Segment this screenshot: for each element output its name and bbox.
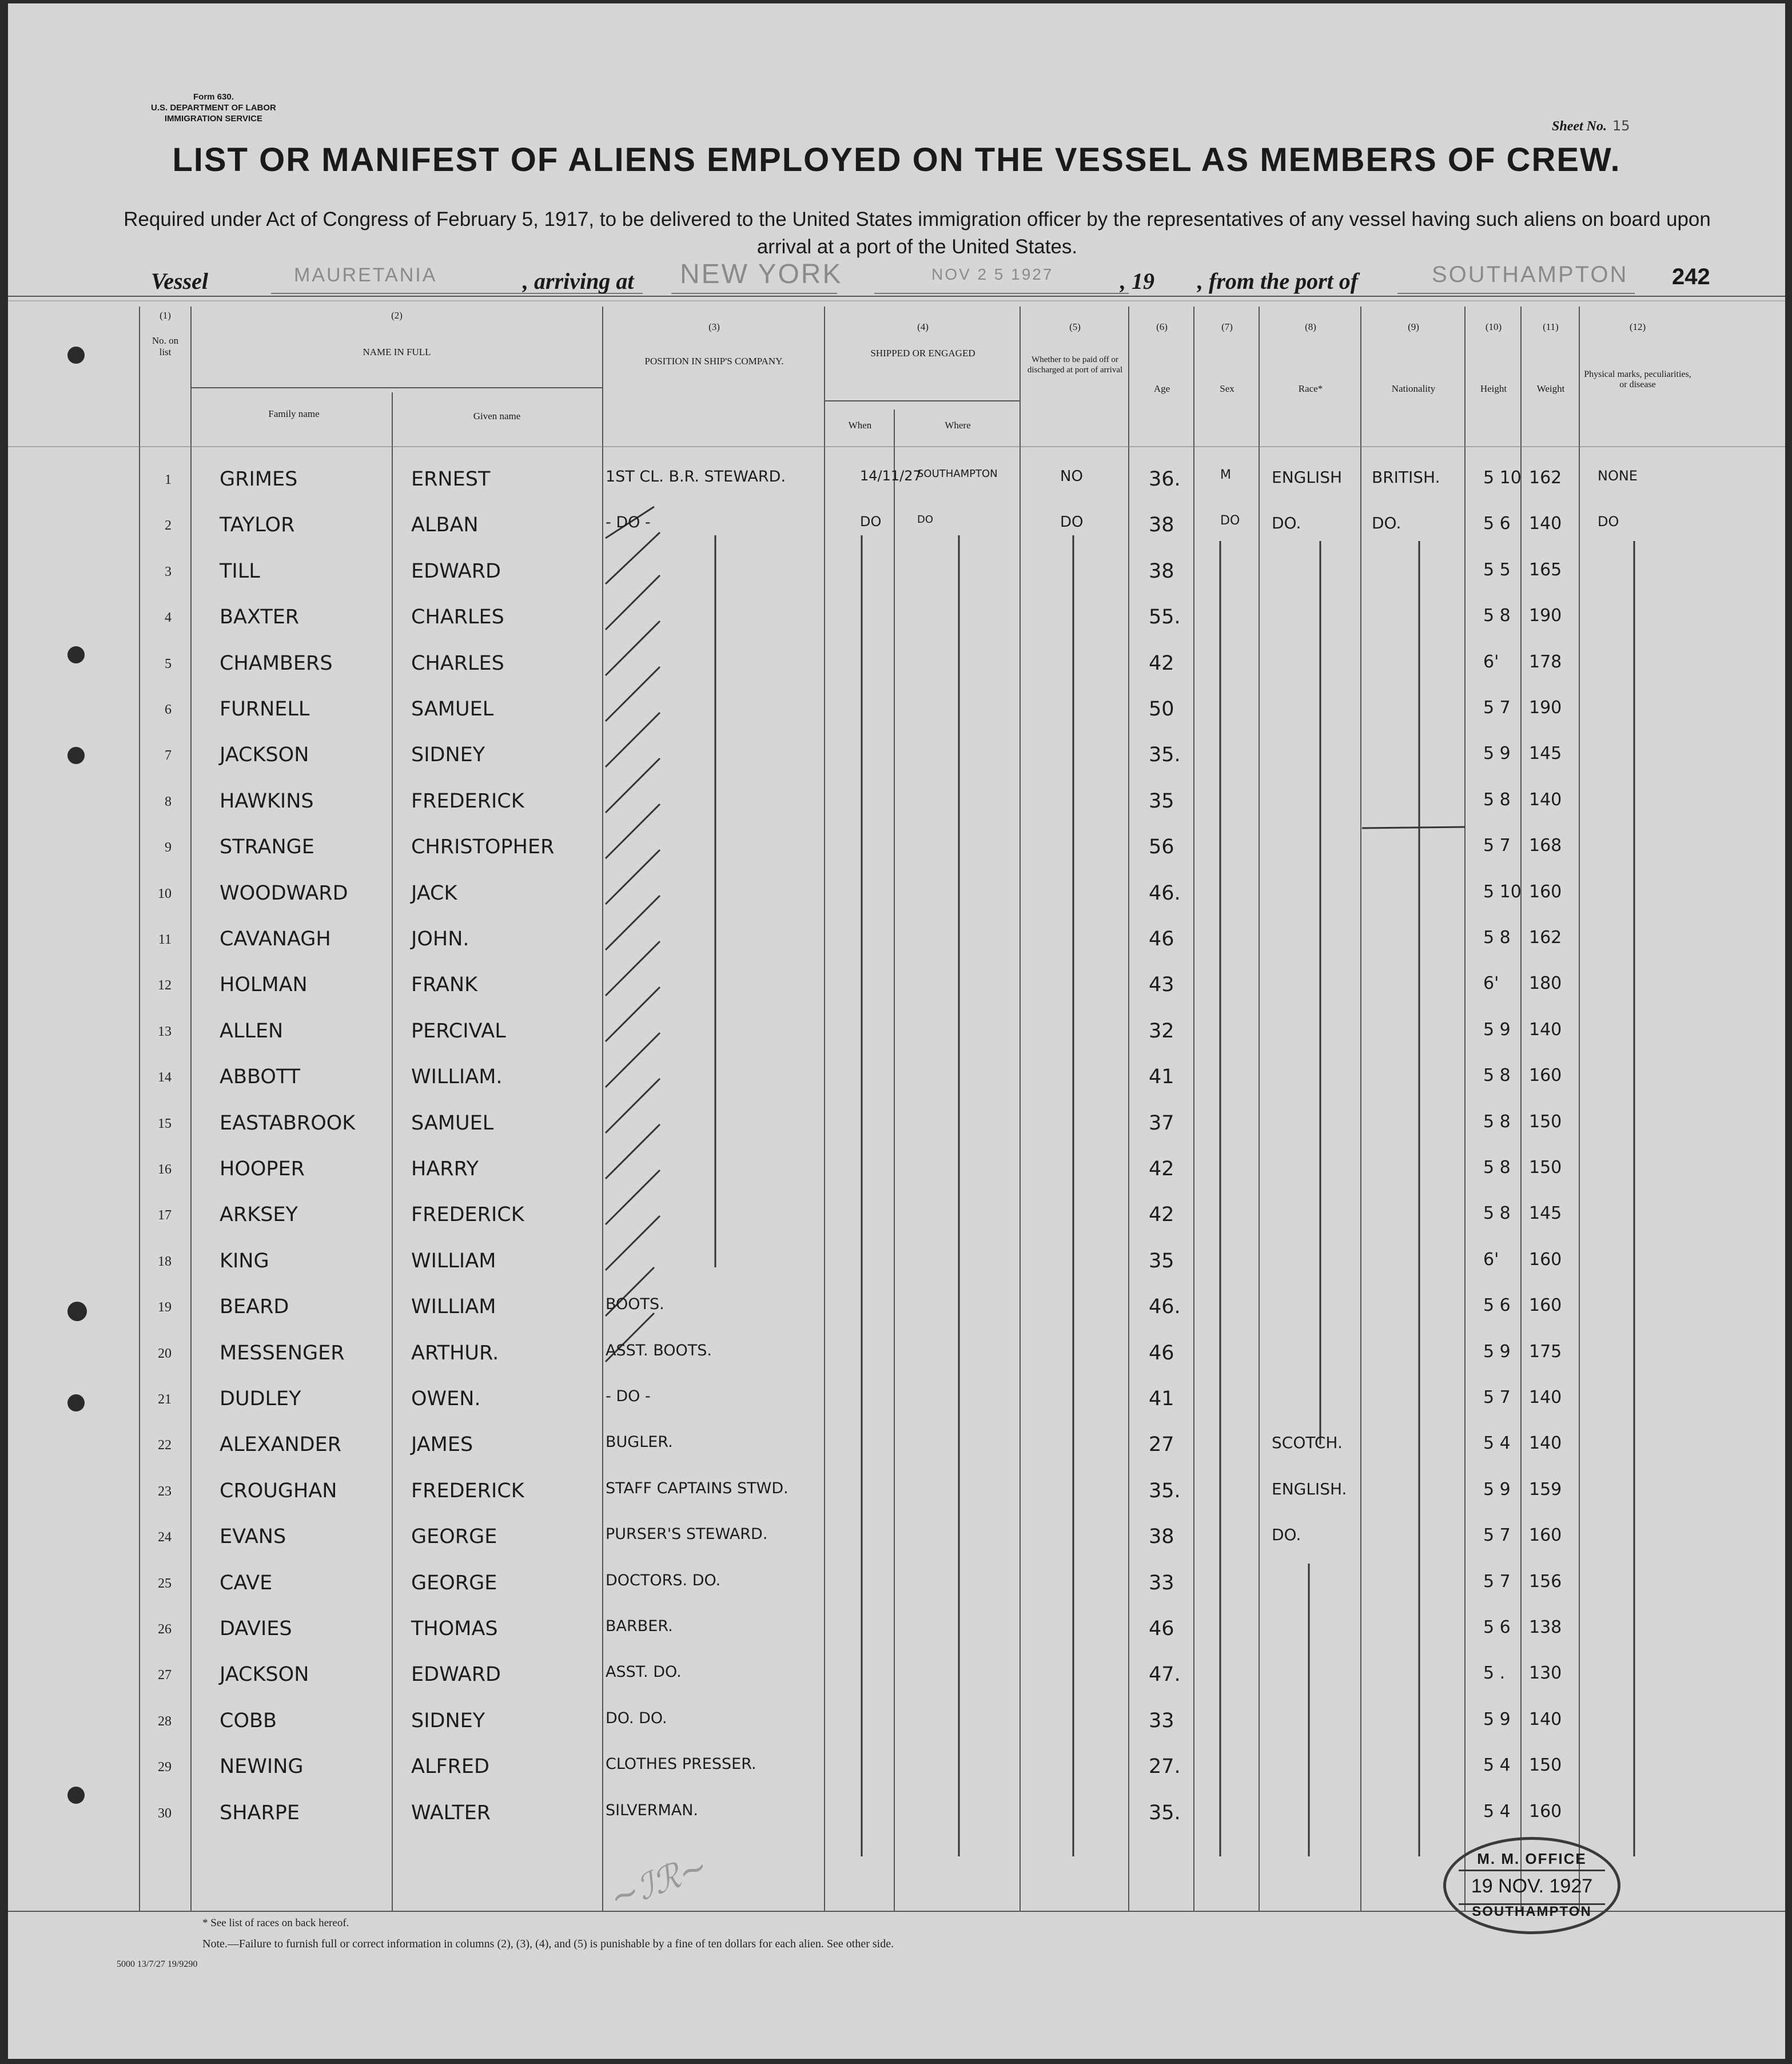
weight: 190 bbox=[1529, 606, 1562, 626]
given-name: SIDNEY bbox=[411, 1709, 485, 1732]
given-name: EDWARD bbox=[411, 1663, 501, 1687]
row-number: 26 bbox=[158, 1622, 172, 1637]
given-name: ALFRED bbox=[411, 1755, 489, 1779]
row-number: 1 bbox=[165, 472, 172, 487]
family-name: FURNELL bbox=[220, 698, 310, 721]
family-name: EVANS bbox=[220, 1525, 286, 1549]
age: 37 bbox=[1149, 1111, 1174, 1135]
manifest-sheet bbox=[8, 3, 1785, 2059]
family-name: ABBOTT bbox=[220, 1065, 301, 1089]
race: SCOTCH. bbox=[1272, 1433, 1343, 1453]
height: 5 6 bbox=[1483, 1617, 1511, 1637]
family-name: GRIMES bbox=[220, 468, 298, 491]
height: 6' bbox=[1483, 651, 1499, 672]
given-name: PERCIVAL bbox=[411, 1019, 506, 1043]
height: 5 . bbox=[1483, 1663, 1506, 1684]
weight: 178 bbox=[1529, 651, 1562, 672]
office-stamp bbox=[1443, 1837, 1620, 1934]
age: 56 bbox=[1149, 836, 1174, 859]
row-number: 24 bbox=[158, 1530, 172, 1545]
vessel-label: Vessel bbox=[151, 268, 208, 294]
footer-note-races: * See list of races on back hereof. bbox=[202, 1917, 349, 1929]
weight: 168 bbox=[1529, 836, 1562, 856]
position: - DO - bbox=[606, 1387, 651, 1405]
height: 5 7 bbox=[1483, 1387, 1511, 1407]
height: 5 9 bbox=[1483, 743, 1511, 764]
col6-label: Age bbox=[1153, 383, 1170, 394]
row-number: 23 bbox=[158, 1484, 172, 1499]
family-name: WOODWARD bbox=[220, 881, 348, 905]
age: 38 bbox=[1149, 559, 1174, 583]
family-name: CHAMBERS bbox=[220, 651, 333, 675]
row-number: 5 bbox=[165, 656, 172, 671]
given-name: SAMUEL bbox=[411, 1111, 494, 1135]
age: 46. bbox=[1149, 1295, 1181, 1319]
age: 38 bbox=[1149, 1525, 1174, 1549]
given-name: FREDERICK bbox=[411, 1203, 524, 1227]
given-name: FRANK bbox=[411, 973, 478, 997]
row-number: 29 bbox=[158, 1760, 172, 1775]
row-number: 2 bbox=[165, 518, 172, 534]
col2-family-header: Family name bbox=[268, 408, 320, 419]
row-number: 8 bbox=[165, 794, 172, 809]
print-code: 5000 13/7/27 19/9290 bbox=[117, 1959, 198, 1969]
age: 33 bbox=[1149, 1571, 1174, 1594]
row-number: 4 bbox=[165, 610, 172, 626]
height: 5 7 bbox=[1483, 1571, 1511, 1592]
height: 6' bbox=[1483, 1249, 1499, 1270]
height: 6' bbox=[1483, 973, 1499, 994]
vessel-name: MAURETANIA bbox=[294, 264, 437, 286]
family-name: MESSENGER bbox=[220, 1341, 345, 1365]
age: 27. bbox=[1149, 1755, 1181, 1779]
age: 38 bbox=[1149, 514, 1174, 537]
height: 5 6 bbox=[1483, 1295, 1511, 1316]
row-number: 11 bbox=[158, 932, 172, 947]
age: 50 bbox=[1149, 698, 1174, 721]
row-number: 22 bbox=[158, 1438, 172, 1453]
year-label: , 19 bbox=[1120, 268, 1154, 294]
form-number: Form 630. bbox=[193, 92, 234, 102]
height: 5 8 bbox=[1483, 1065, 1511, 1086]
race: ENGLISH. bbox=[1272, 1479, 1347, 1498]
weight: 180 bbox=[1529, 973, 1562, 994]
height: 5 4 bbox=[1483, 1755, 1511, 1776]
height: 5 4 bbox=[1483, 1433, 1511, 1454]
weight: 140 bbox=[1529, 514, 1562, 534]
age: 46 bbox=[1149, 928, 1174, 951]
age: 27 bbox=[1149, 1433, 1174, 1457]
col8-header: (8) Race* bbox=[1260, 321, 1361, 395]
col4-header: (4) SHIPPED OR ENGAGED bbox=[826, 321, 1020, 359]
from-label: , from the port of bbox=[1197, 268, 1359, 294]
nationality: BRITISH. bbox=[1372, 468, 1440, 487]
height: 5 10 bbox=[1483, 468, 1522, 488]
row-number: 14 bbox=[158, 1070, 172, 1085]
position: STAFF CAPTAINS STWD. bbox=[606, 1479, 789, 1497]
row-number: 10 bbox=[158, 886, 172, 901]
weight: 130 bbox=[1529, 1663, 1562, 1684]
shipped-where: SOUTHAMPTON bbox=[917, 468, 998, 480]
row-number: 20 bbox=[158, 1346, 172, 1361]
family-name: HOLMAN bbox=[220, 973, 308, 997]
family-name: ARKSEY bbox=[220, 1203, 298, 1227]
height: 5 7 bbox=[1483, 1525, 1511, 1546]
family-name: SHARPE bbox=[220, 1801, 300, 1824]
given-name: SAMUEL bbox=[411, 698, 494, 721]
given-name: EDWARD bbox=[411, 559, 501, 583]
position: CLOTHES PRESSER. bbox=[606, 1755, 756, 1773]
from-port: SOUTHAMPTON bbox=[1432, 262, 1628, 287]
family-name: BAXTER bbox=[220, 606, 300, 629]
weight: 162 bbox=[1529, 468, 1562, 488]
height: 5 9 bbox=[1483, 1019, 1511, 1040]
nationality: DO. bbox=[1372, 514, 1401, 533]
height: 5 9 bbox=[1483, 1709, 1511, 1729]
race: DO. bbox=[1272, 514, 1301, 533]
col2-given-header: Given name bbox=[473, 411, 521, 421]
position: DO. DO. bbox=[606, 1709, 667, 1727]
row-number: 27 bbox=[158, 1668, 172, 1683]
sheet-value: 15 bbox=[1612, 118, 1630, 134]
stamp-date: 19 NOV. 1927 bbox=[1471, 1875, 1593, 1897]
weight: 150 bbox=[1529, 1111, 1562, 1132]
age: 43 bbox=[1149, 973, 1174, 997]
age: 36. bbox=[1149, 468, 1181, 491]
date-stamp: NOV 2 5 1927 bbox=[931, 265, 1054, 283]
weight: 160 bbox=[1529, 1065, 1562, 1086]
height: 5 9 bbox=[1483, 1479, 1511, 1500]
height: 5 5 bbox=[1483, 559, 1511, 580]
given-name: ARTHUR. bbox=[411, 1341, 499, 1365]
given-name: WILLIAM bbox=[411, 1249, 496, 1272]
row-number: 3 bbox=[165, 564, 172, 579]
arriving-port: NEW YORK bbox=[680, 259, 843, 289]
age: 35 bbox=[1149, 789, 1174, 813]
family-name: BEARD bbox=[220, 1295, 289, 1319]
sex: DO bbox=[1220, 514, 1240, 528]
col2-header: (2) NAME IN FULL bbox=[191, 310, 603, 358]
given-name: SIDNEY bbox=[411, 743, 485, 767]
height: 5 10 bbox=[1483, 881, 1522, 902]
sex: M bbox=[1220, 468, 1231, 482]
department: U.S. DEPARTMENT OF LABOR bbox=[151, 103, 276, 113]
col12-header: (12) Physical marks, peculiarities, or disease bbox=[1580, 321, 1695, 390]
position: BUGLER. bbox=[606, 1433, 673, 1451]
row-number: 15 bbox=[158, 1116, 172, 1131]
height: 5 8 bbox=[1483, 928, 1511, 948]
age: 35. bbox=[1149, 743, 1181, 767]
service: IMMIGRATION SERVICE bbox=[164, 114, 262, 124]
stamp-bottom: SOUTHAMPTON bbox=[1472, 1904, 1592, 1919]
height: 5 8 bbox=[1483, 789, 1511, 810]
age: 33 bbox=[1149, 1709, 1174, 1732]
row-number: 6 bbox=[165, 702, 172, 717]
col12-label: Physical marks, peculiarities, or disease bbox=[1584, 369, 1691, 389]
race: DO. bbox=[1272, 1525, 1301, 1545]
row-number: 25 bbox=[158, 1576, 172, 1591]
shipped-where: DO bbox=[917, 514, 934, 526]
family-name: ALLEN bbox=[220, 1019, 284, 1043]
col10-label: Height bbox=[1480, 383, 1507, 394]
race: ENGLISH bbox=[1272, 468, 1343, 487]
height: 5 6 bbox=[1483, 514, 1511, 534]
family-name: TILL bbox=[220, 559, 260, 583]
family-name: TAYLOR bbox=[220, 514, 295, 537]
family-name: COBB bbox=[220, 1709, 277, 1732]
family-name: ALEXANDER bbox=[220, 1433, 342, 1457]
given-name: WILLIAM. bbox=[411, 1065, 503, 1089]
col3-label: POSITION IN SHIP'S COMPANY. bbox=[644, 356, 784, 367]
row-number: 19 bbox=[158, 1300, 172, 1315]
weight: 165 bbox=[1529, 559, 1562, 580]
family-name: STRANGE bbox=[220, 836, 314, 859]
position: BOOTS. bbox=[606, 1295, 664, 1314]
col8-label: Race* bbox=[1298, 383, 1323, 394]
col7-header: (7) Sex bbox=[1195, 321, 1259, 395]
weight: 156 bbox=[1529, 1571, 1562, 1592]
weight: 160 bbox=[1529, 1249, 1562, 1270]
footer-note-fine: Note.—Failure to furnish full or correct information in columns (2), (3), (4), and (5) is punishable by a fine of ten dollars for each alien. See other side. bbox=[202, 1938, 894, 1950]
weight: 160 bbox=[1529, 1295, 1562, 1316]
family-name: KING bbox=[220, 1249, 269, 1272]
height: 5 9 bbox=[1483, 1341, 1511, 1362]
paid-off: NO bbox=[1060, 468, 1083, 485]
weight: 140 bbox=[1529, 1019, 1562, 1040]
family-name: JACKSON bbox=[220, 1663, 309, 1687]
height: 5 8 bbox=[1483, 606, 1511, 626]
family-name: CAVE bbox=[220, 1571, 273, 1594]
col7-label: Sex bbox=[1220, 383, 1235, 394]
given-name: ERNEST bbox=[411, 468, 491, 491]
family-name: DAVIES bbox=[220, 1617, 292, 1640]
height: 5 8 bbox=[1483, 1203, 1511, 1224]
row-number: 13 bbox=[158, 1024, 172, 1039]
row-number: 9 bbox=[165, 840, 172, 856]
page-subtitle: Required under Act of Congress of February 5, 1917, to be delivered to the United States immigration officer by the representatives of any vessel having such aliens on board upon arrival at a port of the United States. bbox=[124, 208, 1711, 258]
given-name: GEORGE bbox=[411, 1571, 497, 1594]
height: 5 7 bbox=[1483, 836, 1511, 856]
col9-label: Nationality bbox=[1391, 383, 1436, 394]
given-name: CHRISTOPHER bbox=[411, 836, 555, 859]
weight: 145 bbox=[1529, 1203, 1562, 1224]
col2-label: NAME IN FULL bbox=[363, 347, 431, 357]
row-number: 21 bbox=[158, 1392, 172, 1407]
given-name: HARRY bbox=[411, 1158, 479, 1180]
weight: 138 bbox=[1529, 1617, 1562, 1637]
weight: 150 bbox=[1529, 1755, 1562, 1776]
given-name: FREDERICK bbox=[411, 1479, 524, 1502]
family-name: NEWING bbox=[220, 1755, 304, 1779]
weight: 190 bbox=[1529, 698, 1562, 718]
age: 42 bbox=[1149, 1158, 1174, 1180]
row-number: 16 bbox=[158, 1162, 172, 1177]
arriving-label: , arriving at bbox=[523, 268, 634, 294]
physical-marks: NONE bbox=[1598, 468, 1638, 484]
weight: 159 bbox=[1529, 1479, 1562, 1500]
col9-header: (9) Nationality bbox=[1362, 321, 1465, 395]
shipped-when: DO bbox=[860, 514, 882, 530]
age: 46 bbox=[1149, 1341, 1174, 1365]
age: 46. bbox=[1149, 881, 1181, 905]
given-name: WILLIAM bbox=[411, 1295, 496, 1319]
family-name: CAVANAGH bbox=[220, 928, 331, 951]
weight: 140 bbox=[1529, 789, 1562, 810]
col1-label: No. on list bbox=[152, 335, 179, 357]
weight: 160 bbox=[1529, 1801, 1562, 1822]
position: PURSER'S STEWARD. bbox=[606, 1525, 768, 1544]
age: 55. bbox=[1149, 606, 1181, 629]
row-number: 18 bbox=[158, 1254, 172, 1269]
position: BARBER. bbox=[606, 1617, 673, 1635]
given-name: JAMES bbox=[411, 1433, 473, 1457]
height: 5 8 bbox=[1483, 1158, 1511, 1178]
col5-header: (5) Whether to be paid off or discharged at port of arrival bbox=[1021, 321, 1129, 375]
row-number: 12 bbox=[158, 978, 172, 993]
family-name: JACKSON bbox=[220, 743, 309, 767]
given-name: GEORGE bbox=[411, 1525, 497, 1549]
age: 35. bbox=[1149, 1801, 1181, 1824]
age: 41 bbox=[1149, 1065, 1174, 1089]
weight: 140 bbox=[1529, 1709, 1562, 1729]
col4-where-header: Where bbox=[945, 420, 971, 431]
given-name: CHARLES bbox=[411, 606, 504, 629]
position: ASST. BOOTS. bbox=[606, 1341, 712, 1359]
given-name: CHARLES bbox=[411, 651, 504, 675]
col5-label: Whether to be paid off or discharged at port of arrival bbox=[1027, 355, 1123, 375]
row-number: 7 bbox=[165, 748, 172, 763]
age: 41 bbox=[1149, 1387, 1174, 1410]
weight: 145 bbox=[1529, 743, 1562, 764]
col3-header: (3) POSITION IN SHIP'S COMPANY. bbox=[608, 321, 820, 367]
given-name: FREDERICK bbox=[411, 789, 524, 813]
age: 42 bbox=[1149, 1203, 1174, 1227]
age: 35 bbox=[1149, 1249, 1174, 1272]
faint-signature: ~ℐℛ~ bbox=[604, 1846, 714, 1919]
shipped-when: 14/11/27 bbox=[860, 468, 922, 484]
family-name: EASTABROOK bbox=[220, 1111, 356, 1135]
weight: 140 bbox=[1529, 1387, 1562, 1407]
position: SILVERMAN. bbox=[606, 1801, 699, 1819]
age: 42 bbox=[1149, 651, 1174, 675]
given-name: OWEN. bbox=[411, 1387, 481, 1410]
weight: 150 bbox=[1529, 1158, 1562, 1178]
height: 5 4 bbox=[1483, 1801, 1511, 1822]
sheet-label: Sheet No. bbox=[1552, 119, 1607, 134]
weight: 162 bbox=[1529, 928, 1562, 948]
paid-off: DO bbox=[1060, 514, 1084, 531]
list-number: 242 bbox=[1672, 264, 1710, 289]
stamp-top: M. M. OFFICE bbox=[1477, 1850, 1587, 1867]
given-name: WALTER bbox=[411, 1801, 491, 1824]
col10-header: (10) Height bbox=[1466, 321, 1521, 395]
height: 5 8 bbox=[1483, 1111, 1511, 1132]
col11-label: Weight bbox=[1536, 383, 1565, 394]
height: 5 7 bbox=[1483, 698, 1511, 718]
weight: 140 bbox=[1529, 1433, 1562, 1454]
row-number: 28 bbox=[158, 1713, 172, 1729]
weight: 175 bbox=[1529, 1341, 1562, 1362]
family-name: HOOPER bbox=[220, 1158, 305, 1180]
position: - DO - bbox=[606, 514, 651, 532]
weight: 160 bbox=[1529, 881, 1562, 902]
family-name: DUDLEY bbox=[220, 1387, 301, 1410]
col4-label: SHIPPED OR ENGAGED bbox=[870, 348, 975, 359]
col6-header: (6) Age bbox=[1130, 321, 1194, 395]
family-name: CROUGHAN bbox=[220, 1479, 337, 1502]
row-number: 17 bbox=[158, 1208, 172, 1223]
age: 35. bbox=[1149, 1479, 1181, 1502]
row-number: 30 bbox=[158, 1805, 172, 1821]
age: 47. bbox=[1149, 1663, 1181, 1687]
physical-marks: DO bbox=[1598, 514, 1619, 530]
family-name: HAWKINS bbox=[220, 789, 314, 813]
page-title: LIST OR MANIFEST OF ALIENS EMPLOYED ON THE VESSEL AS MEMBERS OF CREW. bbox=[172, 141, 1621, 178]
given-name: JACK bbox=[411, 881, 457, 905]
col1-header: (1) No. on list bbox=[145, 310, 185, 358]
position: 1ST CL. B.R. STEWARD. bbox=[606, 468, 786, 486]
given-name: THOMAS bbox=[411, 1617, 498, 1640]
weight: 160 bbox=[1529, 1525, 1562, 1546]
position: DOCTORS. DO. bbox=[606, 1571, 721, 1589]
age: 46 bbox=[1149, 1617, 1174, 1640]
position: ASST. DO. bbox=[606, 1663, 682, 1681]
col11-header: (11) Weight bbox=[1522, 321, 1579, 395]
col4-when-header: When bbox=[848, 420, 872, 431]
age: 32 bbox=[1149, 1019, 1174, 1043]
given-name: JOHN. bbox=[411, 928, 469, 951]
given-name: ALBAN bbox=[411, 514, 479, 537]
